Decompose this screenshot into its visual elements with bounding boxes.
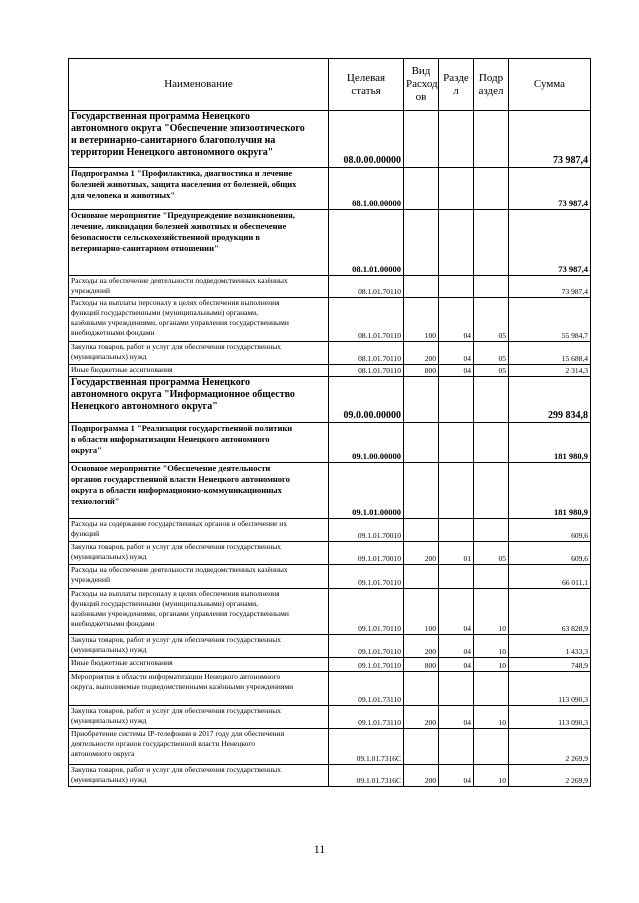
cell-subsection (474, 463, 509, 519)
cell-expense-type (404, 463, 439, 519)
cell-sum: 73 987,4 (509, 168, 591, 210)
cell-expense-type (404, 423, 439, 463)
table-row (69, 658, 591, 672)
cell-section: 04 (439, 765, 474, 787)
cell-target: 09.1.01.70010 (329, 542, 404, 565)
cell-target: 09.1.01.00000 (329, 463, 404, 519)
cell-target: 09.1.01.70110 (329, 635, 404, 658)
cell-subsection (474, 519, 509, 542)
table-row (69, 111, 591, 168)
table-row (69, 342, 591, 365)
cell-target: 08.1.00.00000 (329, 168, 404, 210)
table-row (69, 519, 591, 542)
cell-name: Расходы на обеспечение деятельности подведомственных казённых учреждений (69, 276, 329, 298)
cell-subsection: 10 (474, 658, 509, 672)
cell-expense-type: 800 (404, 365, 439, 377)
cell-target: 09.1.01.70110 (329, 565, 404, 589)
table-row (69, 729, 591, 765)
cell-target: 09.1.01.7316C (329, 765, 404, 787)
cell-name: Государственная программа Ненецкого автономного округа "Информационное общество Ненецкого автономного округа" (69, 377, 329, 423)
cell-sum: 2 314,3 (509, 365, 591, 377)
cell-sum: 181 980,9 (509, 463, 591, 519)
cell-expense-type: 200 (404, 706, 439, 729)
cell-target: 09.1.01.7316C (329, 729, 404, 765)
cell-section (439, 111, 474, 168)
cell-expense-type (404, 565, 439, 589)
table-row (69, 298, 591, 342)
cell-sum: 609,6 (509, 519, 591, 542)
cell-target: 09.1.01.73110 (329, 706, 404, 729)
table-header-row (69, 59, 591, 111)
cell-sum: 2 269,9 (509, 729, 591, 765)
cell-section: 04 (439, 706, 474, 729)
cell-target: 08.0.00.00000 (329, 111, 404, 168)
cell-subsection (474, 276, 509, 298)
cell-subsection: 05 (474, 298, 509, 342)
cell-section (439, 377, 474, 423)
cell-sum: 2 269,9 (509, 765, 591, 787)
cell-subsection (474, 168, 509, 210)
cell-name: Закупка товаров, работ и услуг для обеспечения государственных (муниципальных) нужд (69, 542, 329, 565)
cell-name: Основное мероприятие "Предупреждение возникновения, лечение, ликвидация болезней животных и обеспечение безопасности сельскохозяйственной продукции в ветеринарно-санитарном отношении" (69, 210, 329, 276)
cell-target: 08.1.01.00000 (329, 210, 404, 276)
cell-sum: 73 987,4 (509, 210, 591, 276)
cell-subsection (474, 672, 509, 706)
cell-sum: 73 987,4 (509, 276, 591, 298)
table-row (69, 672, 591, 706)
table-row (69, 706, 591, 729)
header-type: Вид Расход ов (404, 59, 439, 111)
cell-sum: 15 688,4 (509, 342, 591, 365)
table-row (69, 463, 591, 519)
cell-sum: 181 980,9 (509, 423, 591, 463)
cell-subsection (474, 377, 509, 423)
cell-subsection (474, 729, 509, 765)
cell-subsection: 10 (474, 635, 509, 658)
cell-expense-type: 200 (404, 542, 439, 565)
cell-subsection (474, 565, 509, 589)
cell-name: Закупка товаров, работ и услуг для обеспечения государственных (муниципальных) нужд (69, 706, 329, 729)
table-row (69, 765, 591, 787)
cell-target: 08.1.01.70110 (329, 365, 404, 377)
cell-name: Закупка товаров, работ и услуг для обеспечения государственных (муниципальных) нужд (69, 765, 329, 787)
cell-target: 08.1.01.70110 (329, 342, 404, 365)
cell-target: 08.1.01.70110 (329, 298, 404, 342)
cell-subsection (474, 423, 509, 463)
cell-section (439, 168, 474, 210)
cell-name: Иные бюджетные ассигнования (69, 658, 329, 672)
cell-subsection: 10 (474, 765, 509, 787)
cell-name: Расходы на содержание государственных органов и обеспечение их функций (69, 519, 329, 542)
cell-target: 09.1.00.00000 (329, 423, 404, 463)
cell-expense-type (404, 519, 439, 542)
cell-subsection: 10 (474, 706, 509, 729)
table-row (69, 365, 591, 377)
cell-name: Приобретение системы IP-телефонии в 2017 году для обеспечения деятельности органов государственной власти Ненецкого автономного округа (69, 729, 329, 765)
cell-expense-type (404, 168, 439, 210)
cell-expense-type (404, 210, 439, 276)
cell-expense-type: 200 (404, 765, 439, 787)
cell-subsection (474, 111, 509, 168)
cell-sum: 63 828,9 (509, 589, 591, 635)
cell-expense-type (404, 672, 439, 706)
cell-name: Расходы на выплаты персоналу в целях обеспечения выполнения функций государственными (муниципальными) органами, казёнными учреждениями, органами управления государственными внебюджетными фондами (69, 589, 329, 635)
cell-name: Закупка товаров, работ и услуг для обеспечения государственных (муниципальных) нужд (69, 342, 329, 365)
cell-target: 09.1.01.73110 (329, 672, 404, 706)
cell-target: 09.0.00.00000 (329, 377, 404, 423)
table-body (69, 111, 591, 787)
cell-name: Расходы на обеспечение деятельности подведомственных казённых учреждений (69, 565, 329, 589)
cell-section: 01 (439, 542, 474, 565)
cell-section (439, 672, 474, 706)
cell-expense-type (404, 111, 439, 168)
cell-section (439, 519, 474, 542)
cell-target: 09.1.01.70110 (329, 589, 404, 635)
cell-subsection (474, 210, 509, 276)
cell-sum: 748,9 (509, 658, 591, 672)
cell-name: Мероприятия в области информатизации Ненецкого автономного округа, выполняемые подведомственными казёнными учреждениями (69, 672, 329, 706)
budget-table (68, 58, 591, 787)
cell-expense-type (404, 276, 439, 298)
page-number: 11 (313, 842, 326, 856)
cell-name: Подпрограмма 1 "Профилактика, диагностика и лечение болезней животных, защита населения от болезней, общих для человека и животных" (69, 168, 329, 210)
header-section: Разде л (439, 59, 474, 111)
cell-section: 04 (439, 342, 474, 365)
table-row (69, 423, 591, 463)
table-row (69, 210, 591, 276)
header-name: Наименование (69, 59, 329, 111)
cell-expense-type: 100 (404, 298, 439, 342)
cell-name: Иные бюджетные ассигнования (69, 365, 329, 377)
table-row (69, 542, 591, 565)
cell-name: Расходы на выплаты персоналу в целях обеспечения выполнения функций государственными (муниципальными) органами, казёнными учреждениями, органами управления государственными внебюджетными фондами (69, 298, 329, 342)
cell-section: 04 (439, 298, 474, 342)
cell-subsection: 05 (474, 342, 509, 365)
cell-subsection: 10 (474, 589, 509, 635)
cell-section (439, 463, 474, 519)
cell-subsection: 05 (474, 542, 509, 565)
cell-section: 04 (439, 365, 474, 377)
table-row (69, 589, 591, 635)
cell-section: 04 (439, 589, 474, 635)
cell-section (439, 729, 474, 765)
header-subsection: Подр аздел (474, 59, 509, 111)
cell-sum: 609,6 (509, 542, 591, 565)
cell-subsection: 05 (474, 365, 509, 377)
cell-section (439, 276, 474, 298)
cell-section: 04 (439, 658, 474, 672)
cell-sum: 113 090,3 (509, 706, 591, 729)
table-row (69, 635, 591, 658)
header-target: Целевая статья (329, 59, 404, 111)
cell-sum: 113 090,3 (509, 672, 591, 706)
cell-sum: 66 011,1 (509, 565, 591, 589)
cell-sum: 55 984,7 (509, 298, 591, 342)
cell-name: Основное мероприятие "Обеспечение деятельности органов государственной власти Ненецкого автономного округа в области информационно-коммуникационных технологий" (69, 463, 329, 519)
cell-sum: 1 433,3 (509, 635, 591, 658)
cell-section: 04 (439, 635, 474, 658)
cell-expense-type: 800 (404, 658, 439, 672)
cell-target: 09.1.01.70110 (329, 658, 404, 672)
cell-section (439, 423, 474, 463)
cell-expense-type (404, 729, 439, 765)
table-row (69, 565, 591, 589)
table-row (69, 276, 591, 298)
cell-section (439, 565, 474, 589)
cell-expense-type: 100 (404, 589, 439, 635)
cell-expense-type: 200 (404, 635, 439, 658)
header-sum: Сумма (509, 59, 591, 111)
cell-expense-type: 200 (404, 342, 439, 365)
cell-sum: 73 987,4 (509, 111, 591, 168)
table-row (69, 168, 591, 210)
cell-target: 08.1.01.70110 (329, 276, 404, 298)
cell-target: 09.1.01.70010 (329, 519, 404, 542)
cell-expense-type (404, 377, 439, 423)
cell-name: Закупка товаров, работ и услуг для обеспечения государственных (муниципальных) нужд (69, 635, 329, 658)
cell-name: Государственная программа Ненецкого автономного округа "Обеспечение эпизоотического и ветеринарно-санитарного благополучия на территории Ненецкого автономного округа" (69, 111, 329, 168)
cell-name: Подпрограмма 1 "Реализация государственной политики в области информатизации Ненецкого автономного округа" (69, 423, 329, 463)
table-row (69, 377, 591, 423)
cell-sum: 299 834,8 (509, 377, 591, 423)
cell-section (439, 210, 474, 276)
